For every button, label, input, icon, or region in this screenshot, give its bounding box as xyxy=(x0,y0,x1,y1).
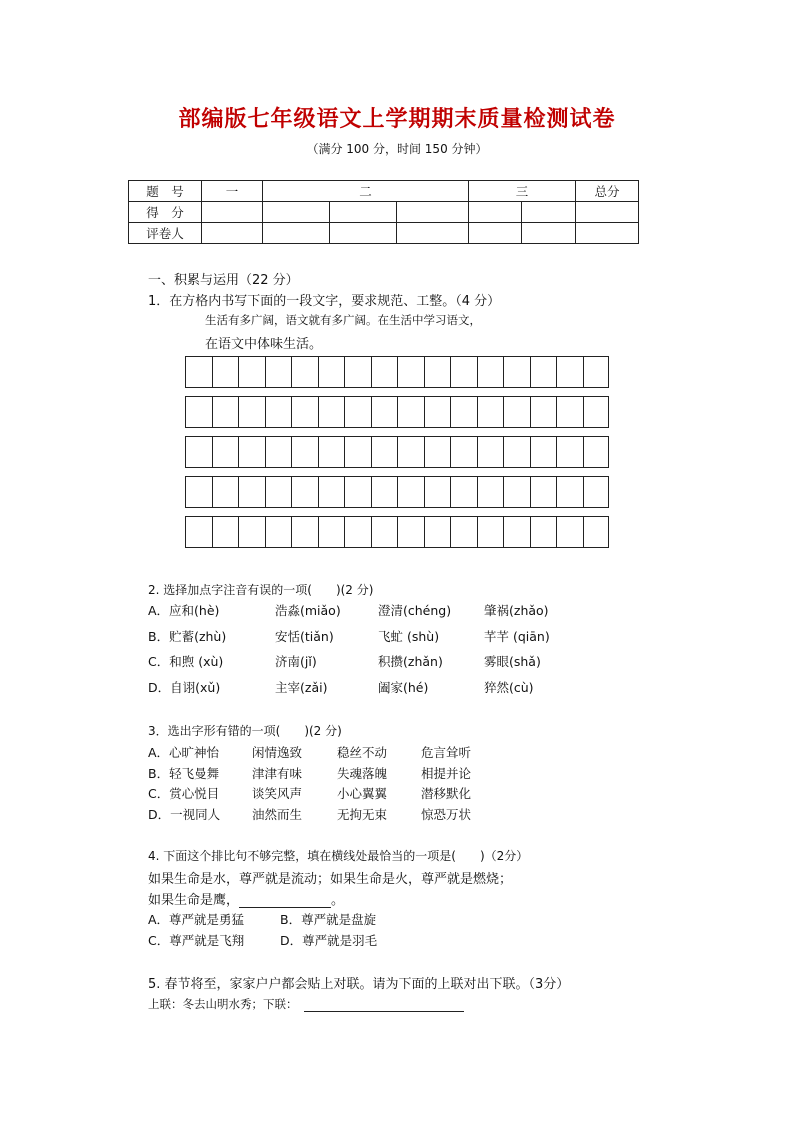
grid-cell[interactable] xyxy=(185,396,212,428)
grid-cell[interactable] xyxy=(556,396,583,428)
grid-cell[interactable] xyxy=(397,476,424,508)
grid-row xyxy=(185,356,609,388)
question-4-line-2-text: 如果生命是鹰， xyxy=(148,893,240,908)
score-table xyxy=(128,180,639,244)
grid-cell[interactable] xyxy=(238,356,265,388)
grid-cell[interactable] xyxy=(424,396,451,428)
exam-info: （满分 100 分，时间 150 分钟） xyxy=(306,142,488,156)
grid-cell[interactable] xyxy=(238,476,265,508)
grid-cell[interactable] xyxy=(397,396,424,428)
q2-option-a-word-2: 浩淼(miǎo) xyxy=(275,603,341,618)
grid-cell[interactable] xyxy=(265,476,292,508)
score-table-header-row xyxy=(129,181,639,202)
q2-option-b-word-2: 安恬(tiǎn) xyxy=(275,628,334,644)
grid-cell[interactable] xyxy=(530,396,557,428)
grid-cell[interactable] xyxy=(344,476,371,508)
grid-cell[interactable] xyxy=(318,516,345,548)
grid-cell[interactable] xyxy=(477,396,504,428)
grid-cell[interactable] xyxy=(238,396,265,428)
q3-option-d-word-3: 无拘无束 xyxy=(337,806,388,822)
grid-cell[interactable] xyxy=(424,516,451,548)
q4-option-a[interactable]: A．尊严就是勇猛 xyxy=(148,912,245,927)
grid-cell[interactable] xyxy=(397,356,424,388)
page-title: 部编版七年级语文上学期期末质量检测试卷 xyxy=(178,106,616,132)
grid-row xyxy=(185,516,609,548)
grid-row xyxy=(185,396,609,428)
header-part-3: 三 xyxy=(469,181,576,202)
question-3: 3．选出字形有错的一项( )(2 分) xyxy=(148,724,342,738)
grid-cell[interactable] xyxy=(344,396,371,428)
q2-option-d-word-3: 阖家(hé) xyxy=(378,679,429,695)
q3-option-b[interactable]: B．轻飞曼舞 xyxy=(148,765,220,781)
grid-cell[interactable] xyxy=(450,436,477,468)
q3-option-b-word-3: 失魂落魄 xyxy=(337,765,388,781)
grid-cell[interactable] xyxy=(556,476,583,508)
header-total: 总分 xyxy=(576,181,639,202)
grid-cell[interactable] xyxy=(212,516,239,548)
question-2: 2. 选择加点字注音有误的一项( )(2 分) xyxy=(148,583,374,597)
grid-cell[interactable] xyxy=(477,356,504,388)
grid-cell[interactable] xyxy=(265,396,292,428)
question-4-answer-blank[interactable] xyxy=(239,893,331,908)
grid-cell[interactable] xyxy=(318,436,345,468)
passage-line-1: 生活有多广阔，语文就有多广阔。在生活中学习语文， xyxy=(205,313,481,327)
grid-cell[interactable] xyxy=(371,436,398,468)
grid-cell[interactable] xyxy=(583,436,610,468)
grid-cell[interactable] xyxy=(185,436,212,468)
question-5: 5. 春节将至，家家户户都会贴上对联。请为下面的上联对出下联。（3分） xyxy=(148,977,570,992)
grader-cell[interactable] xyxy=(522,223,576,244)
grid-cell[interactable] xyxy=(185,356,212,388)
grid-cell[interactable] xyxy=(503,436,530,468)
q3-option-c-word-4: 潜移默化 xyxy=(421,786,472,801)
passage-line-2: 在语文中体味生活。 xyxy=(205,337,323,352)
grid-cell[interactable] xyxy=(318,356,345,388)
grid-cell[interactable] xyxy=(212,356,239,388)
grid-cell[interactable] xyxy=(265,356,292,388)
q2-option-d[interactable]: D．自诩(xǔ) xyxy=(148,679,221,695)
grid-cell[interactable] xyxy=(424,356,451,388)
question-4-line-2-end: 。 xyxy=(331,893,345,908)
grid-cell[interactable] xyxy=(477,476,504,508)
q3-option-c-word-3: 小心翼翼 xyxy=(337,786,388,801)
grid-cell[interactable] xyxy=(318,396,345,428)
grid-cell[interactable] xyxy=(583,356,610,388)
header-question-no: 题 号 xyxy=(129,181,202,202)
q2-option-a-word-3: 澄清(chéng) xyxy=(378,603,452,618)
grid-cell[interactable] xyxy=(212,476,239,508)
q3-option-c[interactable]: C．赏心悦目 xyxy=(148,786,220,801)
grid-cell[interactable] xyxy=(450,396,477,428)
grid-cell[interactable] xyxy=(503,476,530,508)
grid-cell[interactable] xyxy=(371,396,398,428)
grader-cell[interactable] xyxy=(469,223,522,244)
header-part-1: 一 xyxy=(202,181,263,202)
grid-cell[interactable] xyxy=(583,476,610,508)
grader-cell[interactable] xyxy=(263,223,330,244)
score-cell[interactable] xyxy=(202,202,263,223)
grid-cell[interactable] xyxy=(344,356,371,388)
grid-cell[interactable] xyxy=(424,436,451,468)
grid-cell[interactable] xyxy=(556,436,583,468)
grid-cell[interactable] xyxy=(265,436,292,468)
grid-row xyxy=(185,476,609,508)
q3-option-a-word-2: 闲情逸致 xyxy=(252,745,303,760)
grid-cell[interactable] xyxy=(371,516,398,548)
question-5-line xyxy=(148,996,464,1012)
grid-cell[interactable] xyxy=(291,476,318,508)
score-cell[interactable] xyxy=(397,202,469,223)
couplet-answer-blank[interactable] xyxy=(304,999,464,1012)
grid-cell[interactable] xyxy=(503,396,530,428)
q3-option-d-word-4: 惊恐万状 xyxy=(421,806,472,822)
grid-cell[interactable] xyxy=(583,516,610,548)
q2-option-a-word-4: 肇祸(zhǎo) xyxy=(484,603,549,618)
grid-cell[interactable] xyxy=(424,476,451,508)
score-cell[interactable] xyxy=(469,202,522,223)
q2-option-c-word-4: 雾眼(shǎ) xyxy=(484,654,541,669)
grid-cell[interactable] xyxy=(291,396,318,428)
grid-cell[interactable] xyxy=(344,516,371,548)
question-4-line-2 xyxy=(148,889,344,908)
grid-cell[interactable] xyxy=(530,436,557,468)
q2-option-a[interactable]: A．应和(hè) xyxy=(148,603,220,618)
grid-cell[interactable] xyxy=(185,516,212,548)
q2-option-b-word-3: 飞虻 (shù) xyxy=(378,628,440,644)
grid-cell[interactable] xyxy=(238,436,265,468)
couplet-prompt: 上联：冬去山明水秀；下联： xyxy=(148,997,298,1011)
q2-option-d-word-4: 猝然(cù) xyxy=(484,679,534,695)
grader-cell[interactable] xyxy=(397,223,469,244)
q3-option-a[interactable]: A．心旷神怡 xyxy=(148,745,220,760)
q3-option-d[interactable]: D．一视同人 xyxy=(148,806,221,822)
grader-row-label: 评卷人 xyxy=(129,223,202,244)
grader-cell[interactable] xyxy=(330,223,397,244)
grid-cell[interactable] xyxy=(185,476,212,508)
q3-option-c-word-2: 谈笑风声 xyxy=(252,786,303,801)
grid-cell[interactable] xyxy=(397,516,424,548)
grid-cell[interactable] xyxy=(530,476,557,508)
question-4-line-1: 如果生命是水，尊严就是流动；如果生命是火，尊严就是燃烧； xyxy=(148,872,513,887)
grid-cell[interactable] xyxy=(318,476,345,508)
q3-option-b-word-4: 相提并论 xyxy=(421,765,472,781)
grid-cell[interactable] xyxy=(583,396,610,428)
score-cell[interactable] xyxy=(522,202,576,223)
q3-option-a-word-4: 危言耸听 xyxy=(421,745,472,760)
grid-cell[interactable] xyxy=(450,356,477,388)
grid-cell[interactable] xyxy=(503,356,530,388)
grid-cell[interactable] xyxy=(291,356,318,388)
grader-cell[interactable] xyxy=(202,223,263,244)
q2-option-b[interactable]: B．贮蓄(zhù) xyxy=(148,628,227,644)
q3-option-d-word-2: 油然而生 xyxy=(252,806,303,822)
q4-option-c[interactable]: C．尊严就是飞翔 xyxy=(148,933,245,948)
grid-cell[interactable] xyxy=(530,356,557,388)
grid-cell[interactable] xyxy=(477,516,504,548)
grid-cell[interactable] xyxy=(238,516,265,548)
q3-option-b-word-2: 津津有味 xyxy=(252,765,303,781)
q2-option-c-word-3: 积攒(zhǎn) xyxy=(378,654,443,669)
grid-cell[interactable] xyxy=(450,516,477,548)
score-row-label: 得 分 xyxy=(129,202,202,223)
grid-cell[interactable] xyxy=(371,476,398,508)
q4-option-b[interactable]: B．尊严就是盘旋 xyxy=(280,912,377,927)
grid-cell[interactable] xyxy=(530,516,557,548)
grid-cell[interactable] xyxy=(556,356,583,388)
score-cell[interactable] xyxy=(263,202,330,223)
grader-row xyxy=(129,223,639,244)
score-cell[interactable] xyxy=(576,202,639,223)
score-row xyxy=(129,202,639,223)
q2-option-b-word-4: 芊芊 (qiān) xyxy=(484,628,550,644)
question-1: 1．在方格内书写下面的一段文字，要求规范、工整。（4 分） xyxy=(148,294,501,309)
q2-option-c-word-2: 济南(jǐ) xyxy=(275,654,317,669)
grid-cell[interactable] xyxy=(212,436,239,468)
grid-cell[interactable] xyxy=(291,516,318,548)
grid-cell[interactable] xyxy=(556,516,583,548)
grid-cell[interactable] xyxy=(450,476,477,508)
grader-cell[interactable] xyxy=(576,223,639,244)
q2-option-d-word-2: 主宰(zǎi) xyxy=(275,679,328,695)
q2-option-c[interactable]: C．和煦 (xù) xyxy=(148,654,224,669)
grid-cell[interactable] xyxy=(397,436,424,468)
grid-cell[interactable] xyxy=(265,516,292,548)
grid-cell[interactable] xyxy=(371,356,398,388)
q3-option-a-word-3: 稳丝不动 xyxy=(337,745,388,760)
grid-cell[interactable] xyxy=(212,396,239,428)
grid-row xyxy=(185,436,609,468)
score-cell[interactable] xyxy=(330,202,397,223)
grid-cell[interactable] xyxy=(503,516,530,548)
grid-cell[interactable] xyxy=(477,436,504,468)
q4-option-d[interactable]: D．尊严就是羽毛 xyxy=(280,933,378,948)
question-4: 4. 下面这个排比句不够完整，填在横线处最恰当的一项是( )（2分） xyxy=(148,849,529,863)
section-1-heading: 一、积累与运用（22 分） xyxy=(148,273,299,288)
header-part-2: 二 xyxy=(263,181,469,202)
grid-cell[interactable] xyxy=(291,436,318,468)
grid-cell[interactable] xyxy=(344,436,371,468)
